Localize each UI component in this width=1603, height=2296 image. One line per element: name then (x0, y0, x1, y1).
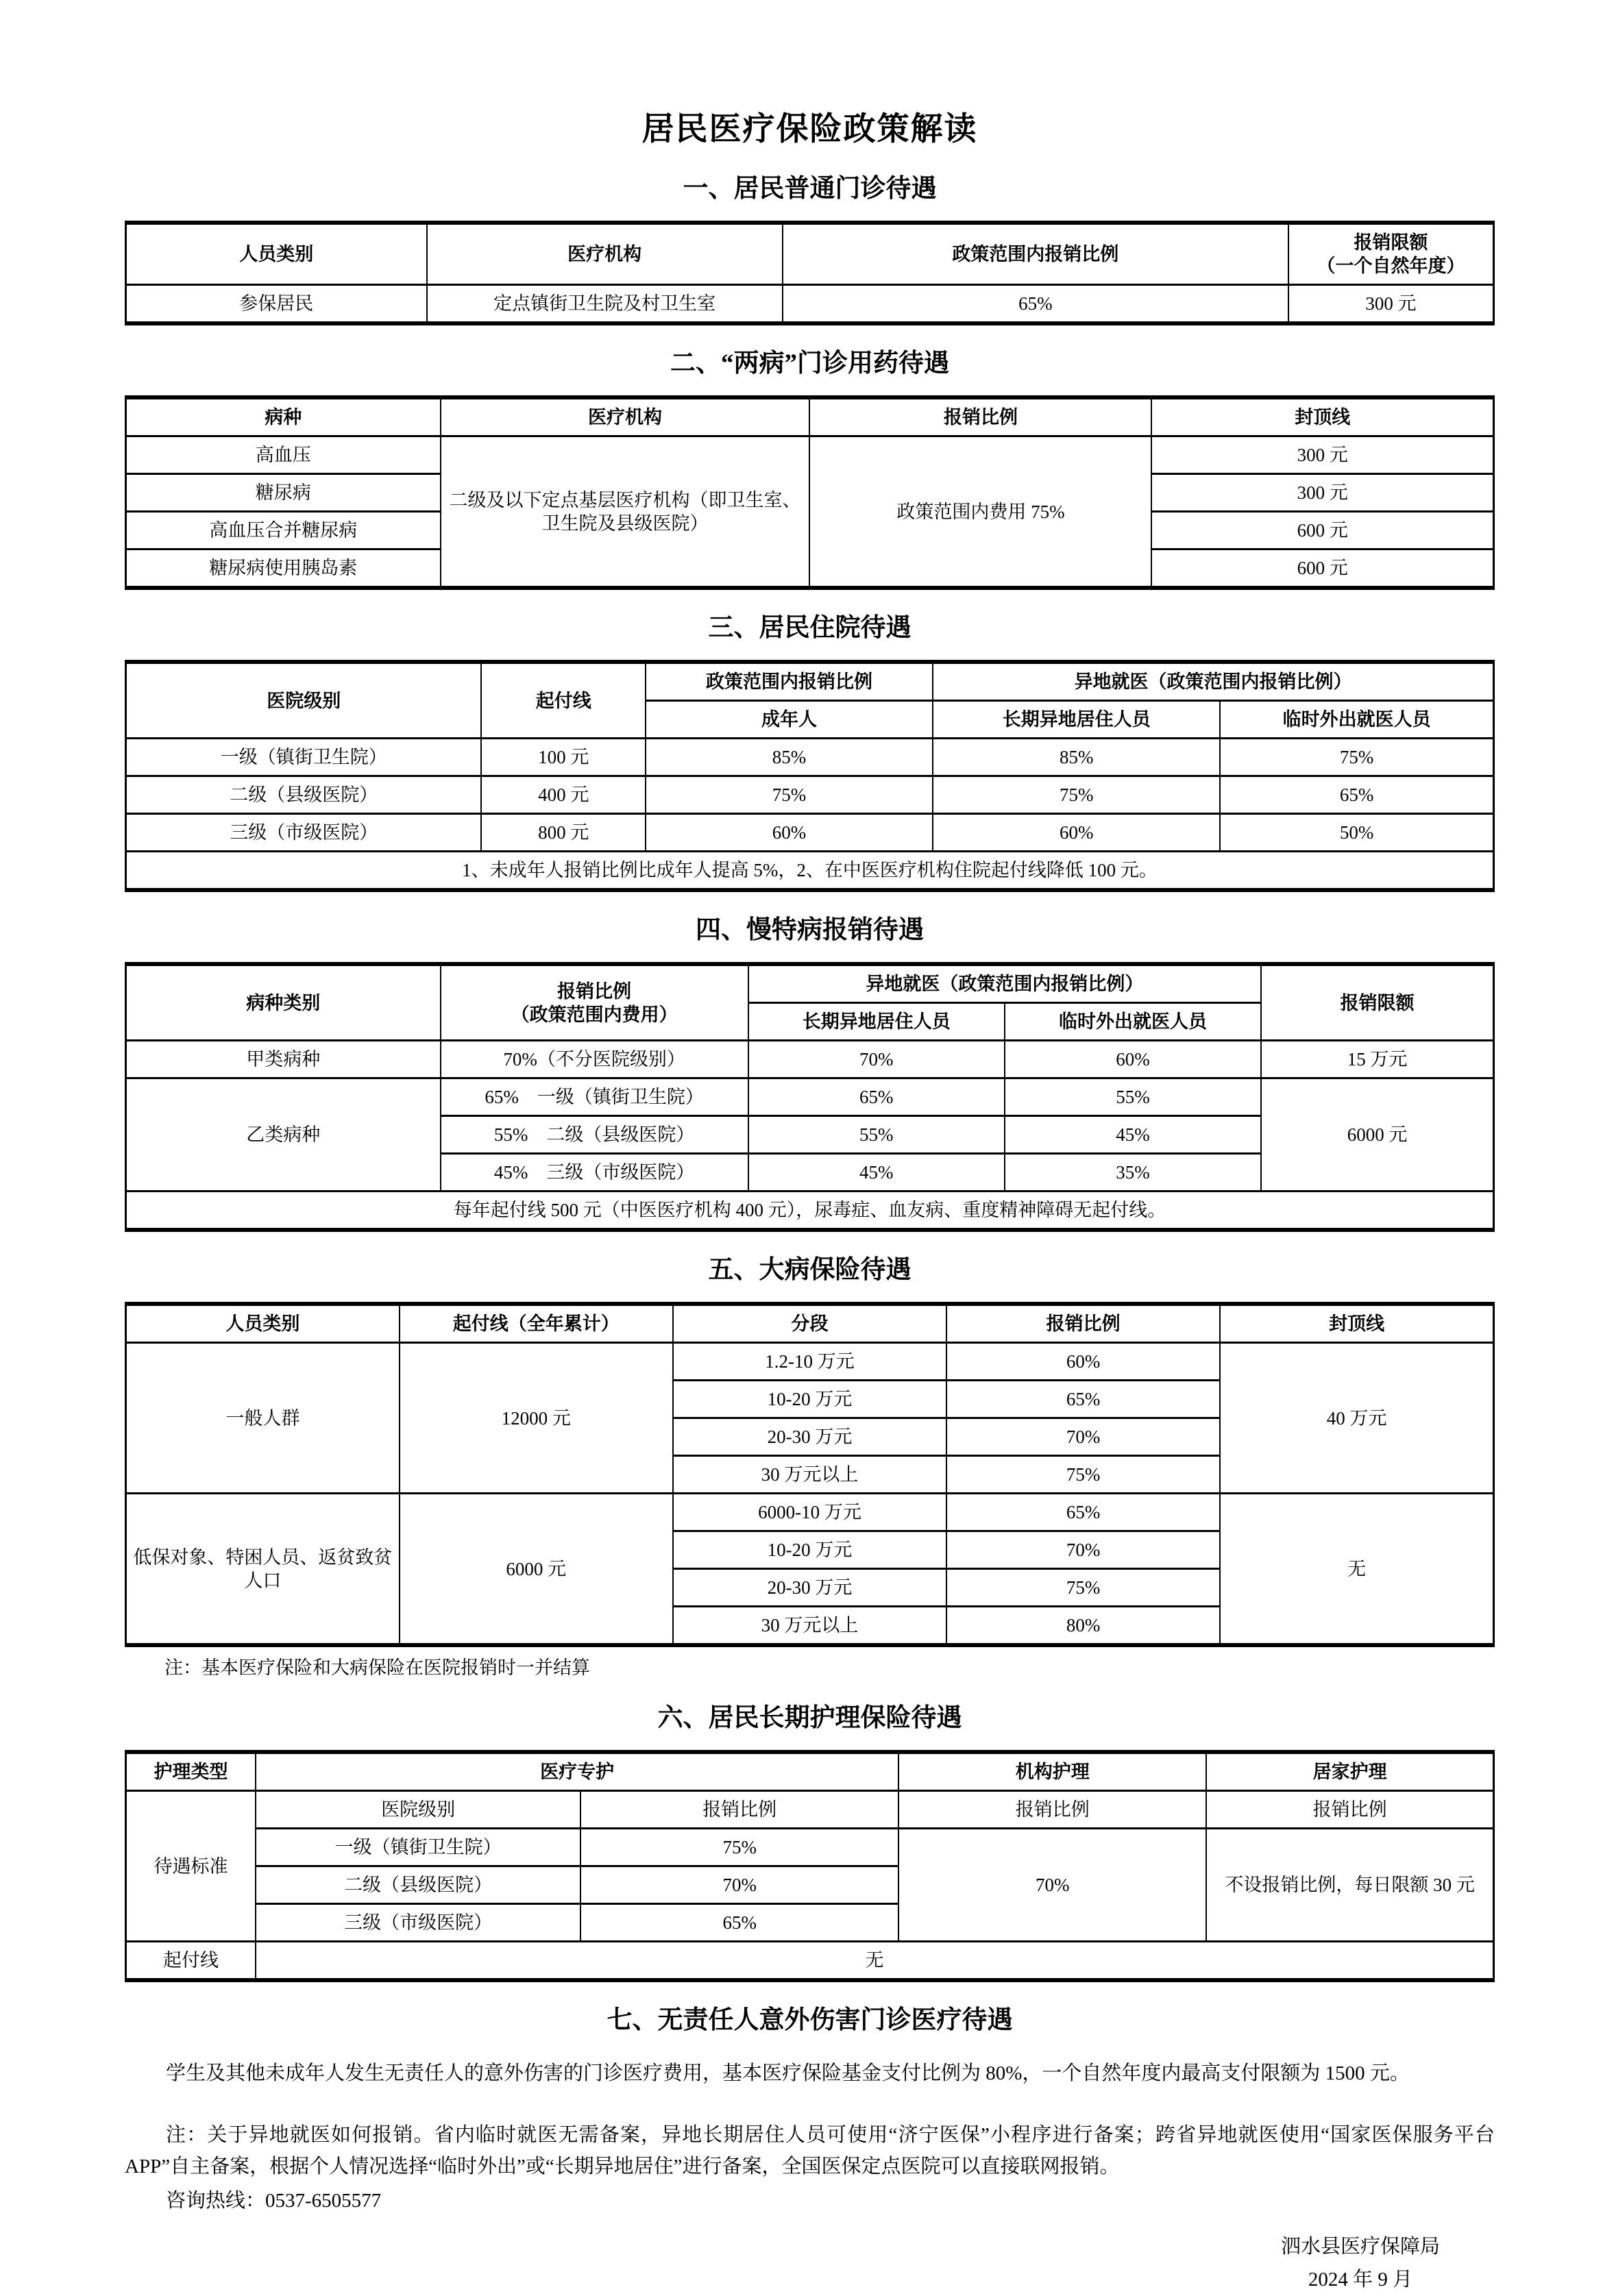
table-row (126, 1829, 1494, 1866)
cell-limit: 15 万元 (1261, 1041, 1493, 1078)
cell-ratio: 65% (580, 1904, 898, 1942)
table-two-diseases (125, 395, 1495, 590)
cell-adult-ratio: 75% (646, 776, 933, 814)
table-row (126, 436, 1494, 474)
cell-deductible-value: 无 (256, 1942, 1493, 1981)
cell-segment: 10-20 万元 (673, 1531, 946, 1569)
cell-ratio: 75% (580, 1829, 898, 1866)
header-cell-longterm: 长期异地居住人员 (933, 701, 1220, 739)
table-row (126, 814, 1494, 852)
table-row (126, 1494, 1494, 1531)
cell-cap: 300 元 (1151, 436, 1493, 474)
cell-deductible-merged: 6000 元 (400, 1494, 673, 1646)
cell-segment: 30 万元以上 (673, 1456, 946, 1494)
cell-disease-type-merged: 乙类病种 (126, 1078, 441, 1192)
table-row (126, 1791, 1494, 1829)
header-cell-institution: 医疗机构 (441, 397, 810, 436)
cell-temp-ratio: 65% (1220, 776, 1493, 814)
section-1-heading: 一、居民普通门诊待遇 (683, 175, 937, 203)
cell-longterm-ratio: 70% (748, 1041, 1005, 1078)
header-limit-line2: （一个自然年度） (1317, 256, 1465, 276)
table-ordinary-outpatient (125, 221, 1495, 325)
header-cell-institution: 医疗机构 (427, 223, 783, 285)
header-cell-limit (1288, 223, 1493, 285)
table-hospitalization (125, 660, 1495, 892)
header-cell-medical-care: 医疗专护 (256, 1752, 898, 1791)
cell-ratio: 65% (783, 285, 1289, 324)
header-cell-care-type: 护理类型 (126, 1752, 256, 1791)
cell-temp-ratio: 60% (1005, 1041, 1261, 1078)
table-row (126, 1343, 1494, 1381)
section-2-heading: 二、“两病”门诊用药待遇 (670, 349, 949, 378)
cell-ratio: 75% (946, 1456, 1220, 1494)
section-4-heading: 四、慢特病报销待遇 (696, 916, 924, 944)
table-row (126, 1078, 1494, 1116)
header-ratio-line1: 报销比例 (557, 980, 632, 1002)
cell-longterm-ratio: 85% (933, 739, 1220, 776)
cell-cap: 600 元 (1151, 550, 1493, 589)
cell-adult-ratio: 85% (646, 739, 933, 776)
cell-deductible-merged: 12000 元 (400, 1343, 673, 1494)
cell-segment: 6000-10 万元 (673, 1494, 946, 1531)
table-row (126, 1041, 1494, 1078)
cell-disease: 糖尿病使用胰岛素 (126, 550, 441, 589)
cell-person-type-merged: 一般人群 (126, 1343, 400, 1494)
cell-institution: 定点镇街卫生院及村卫生室 (427, 285, 783, 324)
cell-ratio: 75% (946, 1569, 1220, 1607)
header-cell-home-care: 居家护理 (1206, 1752, 1493, 1791)
header-row (126, 662, 1494, 701)
table-row (126, 739, 1494, 776)
cell-cap-merged: 40 万元 (1220, 1343, 1493, 1494)
header-cell-person-type: 人员类别 (126, 223, 427, 285)
cell-level: 三级（市级医院） (256, 1904, 580, 1942)
cell-longterm-ratio: 60% (933, 814, 1220, 852)
document-title: 居民医疗保险政策解读 (641, 112, 978, 147)
document-footer (1281, 2230, 1440, 2296)
header-row (126, 1304, 1494, 1343)
section-5-heading: 五、大病保险待遇 (708, 1256, 911, 1284)
cell-temp-ratio: 75% (1220, 739, 1493, 776)
cell-deductible: 800 元 (481, 814, 646, 852)
header-cell-disease: 病种 (126, 397, 441, 436)
cell-segment: 1.2-10 万元 (673, 1343, 946, 1381)
cell-ratio: 65% (946, 1494, 1220, 1531)
cell-segment: 20-30 万元 (673, 1569, 946, 1607)
header-cell-ratio: 报销比例 (946, 1304, 1220, 1343)
table-row (126, 285, 1494, 324)
cell-standard-label: 待遇标准 (126, 1791, 256, 1942)
cell-cap-merged: 无 (1220, 1494, 1493, 1646)
header-cell-ratio (441, 964, 748, 1041)
table-row (126, 1942, 1494, 1981)
cell-ratio: 70% (946, 1531, 1220, 1569)
cell-ratio: 55% 二级（县级医院） (441, 1116, 748, 1154)
header-cell-cap: 封顶线 (1151, 397, 1493, 436)
cell-sub-ratio: 报销比例 (898, 1791, 1206, 1829)
header-cell-remote: 异地就医（政策范围内报销比例） (933, 662, 1493, 701)
cell-ratio-merged: 政策范围内费用 75% (809, 436, 1151, 589)
header-cell-policy-ratio: 政策范围内报销比例 (646, 662, 933, 701)
table-chronic-disease (125, 962, 1495, 1232)
header-cell-longterm: 长期异地居住人员 (748, 1003, 1005, 1041)
cell-disease: 高血压 (126, 436, 441, 474)
cell-sub-ratio: 报销比例 (580, 1791, 898, 1829)
header-cell-deductible: 起付线 (481, 662, 646, 739)
cell-limit-merged: 6000 元 (1261, 1078, 1493, 1192)
cell-ratio: 70% (580, 1866, 898, 1904)
header-cell-limit: 报销限额 (1261, 964, 1493, 1041)
accident-outpatient-paragraph: 学生及其他未成年人发生无责任人的意外伤害的门诊医疗费用，基本医疗保险基金支付比例为 80%，一个自然年度内最高支付限额为 1500 元。 (166, 2062, 1410, 2084)
cell-temp-ratio: 55% (1005, 1078, 1261, 1116)
cell-segment: 20-30 万元 (673, 1418, 946, 1456)
serious-illness-note: 注：基本医疗保险和大病保险在医院报销时一并结算 (164, 1657, 590, 1678)
table-note-row (126, 852, 1494, 891)
header-cell-segment: 分段 (673, 1304, 946, 1343)
header-row (126, 397, 1494, 436)
cell-home-ratio-merged: 不设报销比例，每日限额 30 元 (1206, 1829, 1493, 1942)
table-note-row (126, 1192, 1494, 1231)
cell-institution-merged: 二级及以下定点基层医疗机构（即卫生室、卫生院及县级医院） (441, 436, 810, 589)
cell-deductible: 400 元 (481, 776, 646, 814)
header-cell-institutional-care: 机构护理 (898, 1752, 1206, 1791)
table-serious-illness (125, 1302, 1495, 1647)
cell-limit: 300 元 (1288, 285, 1493, 324)
section-7-heading: 七、无责任人意外伤害门诊医疗待遇 (607, 2006, 1013, 2034)
cell-institutional-ratio-merged: 70% (898, 1829, 1206, 1942)
cell-ratio: 70%（不分医院级别） (441, 1041, 748, 1078)
cell-person-type: 参保居民 (126, 285, 427, 324)
cell-longterm-ratio: 75% (933, 776, 1220, 814)
cell-ratio: 70% (946, 1418, 1220, 1456)
section-3-heading: 三、居民住院待遇 (708, 614, 911, 642)
cell-deductible: 100 元 (481, 739, 646, 776)
header-cell-ratio: 政策范围内报销比例 (783, 223, 1289, 285)
cell-cap: 600 元 (1151, 512, 1493, 550)
cell-level: 二级（县级医院） (126, 776, 482, 814)
header-cell-ratio: 报销比例 (809, 397, 1151, 436)
header-ratio-line2: （政策范围内费用） (511, 1004, 678, 1025)
cell-disease: 糖尿病 (126, 474, 441, 512)
cell-ratio: 45% 三级（市级医院） (441, 1154, 748, 1192)
cell-sub-level: 医院级别 (256, 1791, 580, 1829)
header-cell-temp: 临时外出就医人员 (1220, 701, 1493, 739)
cell-longterm-ratio: 65% (748, 1078, 1005, 1116)
cell-level: 一级（镇街卫生院） (256, 1829, 580, 1866)
cell-segment: 10-20 万元 (673, 1381, 946, 1418)
cell-deductible-label: 起付线 (126, 1942, 256, 1981)
cell-longterm-ratio: 55% (748, 1116, 1005, 1154)
header-cell-deductible: 起付线（全年累计） (400, 1304, 673, 1343)
cell-temp-ratio: 35% (1005, 1154, 1261, 1192)
table-longterm-care (125, 1750, 1495, 1982)
cell-ratio: 65% (946, 1381, 1220, 1418)
cell-ratio: 60% (946, 1343, 1220, 1381)
cell-disease: 高血压合并糖尿病 (126, 512, 441, 550)
cell-segment: 30 万元以上 (673, 1607, 946, 1646)
table-note: 每年起付线 500 元（中医医疗机构 400 元），尿毒症、血友病、重度精神障碍无起付线。 (126, 1192, 1494, 1231)
cell-cap: 300 元 (1151, 474, 1493, 512)
cell-level: 一级（镇街卫生院） (126, 739, 482, 776)
header-row (126, 223, 1494, 285)
header-limit-line1: 报销限额 (1354, 232, 1428, 253)
cell-longterm-ratio: 45% (748, 1154, 1005, 1192)
cell-adult-ratio: 60% (646, 814, 933, 852)
cell-level: 三级（市级医院） (126, 814, 482, 852)
header-row (126, 1752, 1494, 1791)
cell-level: 二级（县级医院） (256, 1866, 580, 1904)
table-note: 1、未成年人报销比例比成年人提高 5%，2、在中医医疗机构住院起付线降低 100 元。 (126, 852, 1494, 891)
table-row (126, 776, 1494, 814)
hotline-line: 咨询热线：0537-6505577 (166, 2190, 382, 2212)
section-6-heading: 六、居民长期护理保险待遇 (657, 1704, 962, 1732)
header-cell-level: 医院级别 (126, 662, 482, 739)
cell-sub-ratio: 报销比例 (1206, 1791, 1493, 1829)
footer-organization: 泗水县医疗保障局 (1280, 2236, 1440, 2258)
header-cell-person-type: 人员类别 (126, 1304, 400, 1343)
cell-disease-type: 甲类病种 (126, 1041, 441, 1078)
cell-ratio: 80% (946, 1607, 1220, 1646)
cell-ratio: 65% 一级（镇街卫生院） (441, 1078, 748, 1116)
remote-settlement-note: 注：关于异地就医如何报销。省内临时就医无需备案，异地长期居住人员可使用“济宁医保”小程序进行备案；跨省异地就医使用“国家医保服务平台 APP”自主备案，根据个人情况选择“临时外出”或“长期异地居住”进行备案，全国医保定点医院可以直接联网报销。 (125, 2124, 1495, 2177)
footer-date: 2024 年 9 月 (1308, 2269, 1413, 2291)
header-row (126, 964, 1494, 1003)
header-cell-adult: 成年人 (646, 701, 933, 739)
cell-person-type-merged: 低保对象、特困人员、返贫致贫人口 (126, 1494, 400, 1646)
header-cell-cap: 封顶线 (1220, 1304, 1493, 1343)
cell-temp-ratio: 45% (1005, 1116, 1261, 1154)
header-cell-disease-type: 病种类别 (126, 964, 441, 1041)
cell-temp-ratio: 50% (1220, 814, 1493, 852)
header-cell-remote: 异地就医（政策范围内报销比例） (748, 964, 1262, 1003)
header-cell-temp: 临时外出就医人员 (1005, 1003, 1261, 1041)
